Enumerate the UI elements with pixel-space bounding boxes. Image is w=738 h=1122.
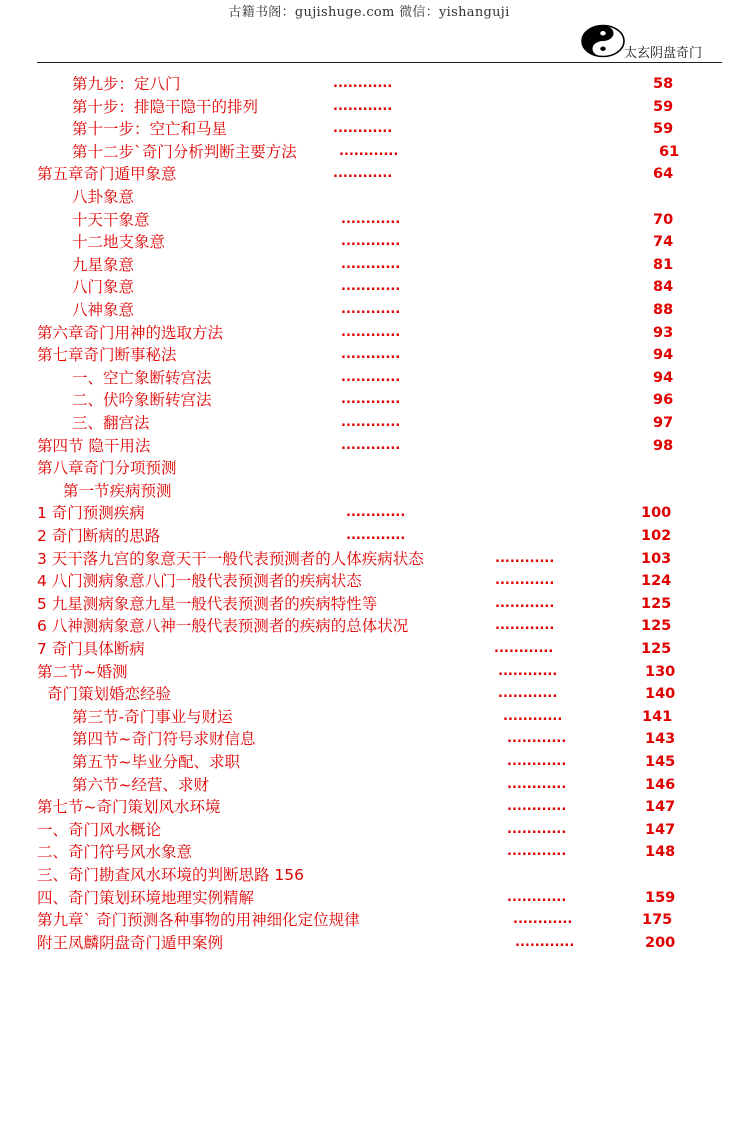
toc-entry[interactable] (0, 412, 738, 434)
toc-entry-title: 第七章奇门断事秘法 (37, 346, 177, 365)
toc-entry-page: 84 (653, 279, 674, 296)
toc-entry[interactable] (0, 661, 738, 683)
toc-entry-page: 125 (641, 641, 672, 657)
toc-entry-title: 第四节~奇门符号求财信息 (72, 730, 256, 749)
toc-entry-leader: ............ (503, 708, 563, 724)
toc-entry-title: 二、伏吟象断转宫法 (72, 391, 212, 410)
toc-entry-page: 97 (653, 415, 674, 431)
toc-entry-title: 一、空亡象断转宫法 (72, 368, 212, 387)
toc-entry-page: 102 (641, 528, 672, 544)
toc-entry-title: 3 天干落九宫的象意天干一般代表预测者的人体疾病状态 (37, 549, 424, 568)
toc-entry-leader: ............ (507, 844, 567, 860)
toc-entry-title: 第六章奇门用神的选取方法 (37, 323, 224, 342)
toc-entry[interactable] (0, 502, 738, 524)
toc-entry[interactable] (0, 932, 738, 954)
toc-entry-title: 第三节-奇门事业与财运 (72, 707, 233, 726)
toc-entry-title: 附王凤麟阴盘奇门遁甲案例 (37, 933, 224, 952)
toc-entry-title: 三、翻宫法 (72, 414, 150, 432)
toc-entry-page: 93 (653, 324, 674, 341)
toc-entry[interactable] (0, 141, 738, 163)
toc-entry-page: 148 (645, 844, 676, 861)
toc-entry[interactable] (0, 706, 738, 728)
toc-entry[interactable] (0, 819, 738, 841)
toc-entry-leader: ............ (333, 121, 393, 137)
toc-entry-leader: ............ (495, 550, 555, 566)
toc-entry[interactable] (0, 254, 738, 276)
header-title: 太玄阴盘奇门 (624, 46, 703, 61)
toc-entry-title: 八神象意 (72, 301, 135, 319)
toc-entry-leader: ............ (341, 234, 401, 250)
toc-entry[interactable] (0, 525, 738, 547)
toc-entry[interactable] (0, 774, 738, 796)
toc-entry[interactable] (0, 435, 738, 457)
toc-entry-title: 5 九星测病象意九星一般代表预测者的疾病特性等 (37, 594, 378, 613)
toc-entry-leader: ............ (346, 528, 406, 543)
toc-entry-title: 第十二步`奇门分析判断主要方法 (72, 142, 297, 161)
toc-entry-leader: ............ (341, 392, 401, 408)
toc-entry-page: 81 (653, 256, 674, 273)
toc-entry-leader: ............ (495, 595, 555, 611)
toc-entry-leader: ............ (341, 256, 401, 272)
toc-entry[interactable] (0, 299, 738, 321)
toc-entry[interactable] (0, 344, 738, 366)
watermark-text: 古籍书阁：gujishuge.com 微信：yishanguji (228, 5, 510, 20)
toc-entry-page: 140 (645, 686, 676, 703)
toc-entry-page: 147 (645, 821, 676, 838)
toc-entry-leader: ............ (341, 369, 401, 385)
toc-entry-page: 59 (653, 98, 674, 115)
toc-entry-page: 141 (642, 708, 673, 725)
toc-entry-leader: ............ (341, 211, 401, 227)
toc-entry-title: 第九步：定八门 (72, 75, 181, 93)
toc-entry-title: 第六节~经营、求财 (72, 775, 209, 794)
toc-entry-page: 147 (645, 799, 676, 816)
toc-entry-title: 四、奇门策划环境地理实例精解 (37, 888, 255, 907)
toc-entry-title: 八门象意 (72, 278, 135, 297)
toc-entry-leader: ............ (341, 347, 401, 363)
toc-entry[interactable] (0, 276, 738, 298)
toc-entry[interactable] (0, 480, 738, 502)
toc-entry-page: 125 (641, 618, 672, 635)
toc-entry-leader: ............ (495, 573, 555, 589)
toc-entry-title: 第九章` 奇门预测各种事物的用神细化定位规律 (37, 911, 360, 930)
toc-entry[interactable] (0, 118, 738, 140)
toc-entry[interactable] (0, 841, 738, 863)
toc-entry-page: 145 (645, 754, 676, 770)
toc-entry-leader: ............ (507, 731, 567, 747)
toc-entry-leader: ............ (339, 143, 399, 159)
toc-entry-title: 第七节~奇门策划风水环境 (37, 798, 221, 817)
header-divider (37, 62, 722, 63)
toc-entry-title: 2 奇门断病的思路 (37, 527, 161, 545)
toc-entry[interactable] (0, 570, 738, 592)
toc-entry-leader: ............ (507, 821, 567, 837)
toc-entry-title: 三、奇门勘查风水环境的判断思路 156 (37, 866, 305, 884)
toc-entry[interactable] (0, 751, 738, 773)
toc-entry-page: 175 (642, 912, 673, 929)
toc-entry[interactable] (0, 593, 738, 615)
toc-entry-page: 146 (645, 776, 676, 793)
toc-entry-title: 一、奇门风水概论 (37, 820, 162, 839)
toc-entry[interactable] (0, 457, 738, 479)
toc-entry-title: 6 八神测病象意八神一般代表预测者的疾病的总体状况 (37, 617, 409, 636)
toc-entry[interactable] (0, 389, 738, 411)
toc-entry-leader: ............ (507, 799, 567, 815)
toc-entry-leader: ............ (507, 889, 567, 905)
toc-entry[interactable] (0, 548, 738, 570)
toc-entry-leader: ............ (507, 776, 567, 792)
toc-entry[interactable] (0, 909, 738, 931)
toc-entry-page: 159 (645, 889, 676, 906)
toc-entry-page: 103 (641, 550, 672, 567)
toc-entry-title: 第一节疾病预测 (63, 481, 172, 500)
toc-entry-title: 十二地支象意 (72, 233, 166, 252)
toc-entry[interactable] (0, 73, 738, 95)
toc-entry-title: 第四节 隐干用法 (37, 436, 151, 455)
toc-entry-leader: ............ (495, 618, 555, 634)
yin-yang-icon (580, 24, 626, 58)
toc-entry-page: 130 (645, 663, 676, 680)
toc-entry-title: 第十一步：空亡和马星 (72, 120, 228, 139)
toc-entry-leader: ............ (346, 505, 406, 521)
toc-entry-leader: ............ (498, 663, 558, 679)
toc-entry-page: 74 (653, 234, 674, 251)
toc-entry-leader: ............ (515, 934, 575, 950)
toc-entry-leader: ............ (494, 641, 554, 656)
toc-entry-page: 58 (653, 76, 674, 92)
toc-entry[interactable] (0, 367, 738, 389)
toc-entry-title: 1 奇门预测疾病 (37, 504, 145, 523)
toc-entry-page: 143 (645, 731, 676, 748)
toc-entry[interactable] (0, 864, 738, 886)
toc-entry-page: 61 (659, 143, 680, 160)
toc-entry-page: 100 (641, 505, 672, 522)
toc-entry[interactable] (0, 683, 738, 705)
toc-entry-page: 70 (653, 211, 674, 228)
toc-entry-page: 88 (653, 302, 674, 318)
toc-entry-leader: ............ (341, 279, 401, 295)
toc-entry-leader: ............ (341, 415, 401, 430)
toc-entry-title: 7 奇门具体断病 (37, 640, 145, 658)
toc-entry-title: 第五节~毕业分配、求职 (72, 753, 240, 771)
toc-entry-leader: ............ (341, 437, 401, 453)
toc-entry[interactable] (0, 887, 738, 909)
toc-entry[interactable] (0, 322, 738, 344)
toc-entry[interactable] (0, 231, 738, 253)
toc-entry-title: 奇门策划婚恋经验 (47, 685, 172, 704)
toc-entry-title: 第八章奇门分项预测 (37, 459, 177, 478)
toc-entry[interactable] (0, 163, 738, 185)
toc-entry-page: 94 (653, 347, 674, 364)
toc-entry-title: 八卦象意 (72, 188, 135, 206)
toc-entry-title: 二、奇门符号风水象意 (37, 843, 193, 862)
toc-entry[interactable] (0, 96, 738, 118)
toc-entry-page: 64 (653, 166, 674, 183)
toc-entry-page: 125 (641, 595, 672, 612)
toc-entry-page: 96 (653, 392, 674, 409)
toc-entry-leader: ............ (498, 686, 558, 702)
toc-entry-leader: ............ (341, 324, 401, 340)
toc-entry-leader: ............ (513, 912, 573, 928)
toc-entry-leader: ............ (341, 302, 401, 317)
toc-entry-page: 98 (653, 437, 674, 454)
toc-entry-leader: ............ (333, 98, 393, 114)
toc-entry-leader: ............ (333, 166, 393, 182)
toc-entry[interactable] (0, 209, 738, 231)
toc-entry[interactable] (0, 796, 738, 818)
toc-entry-title: 第五章奇门遁甲象意 (37, 165, 177, 184)
toc-entry-title: 第十步：排隐干隐干的排列 (72, 97, 259, 116)
toc-entry-leader: ............ (507, 754, 567, 769)
toc-entry[interactable] (0, 615, 738, 637)
toc-entry-leader: ............ (333, 76, 393, 91)
toc-entry-title: 4 八门测病象意八门一般代表预测者的疾病状态 (37, 572, 362, 591)
toc-entry-page: 59 (653, 121, 674, 138)
toc-entry[interactable] (0, 728, 738, 750)
toc-entry-title: 九星象意 (72, 255, 135, 274)
toc-entry-page: 124 (641, 573, 672, 590)
toc-entry-page: 94 (653, 369, 674, 386)
toc-entry-page: 200 (645, 934, 676, 951)
toc-entry[interactable] (0, 638, 738, 660)
toc-entry[interactable] (0, 186, 738, 208)
toc-entry-title: 第二节~婚测 (37, 662, 128, 681)
toc-entry-title: 十天干象意 (72, 210, 150, 229)
